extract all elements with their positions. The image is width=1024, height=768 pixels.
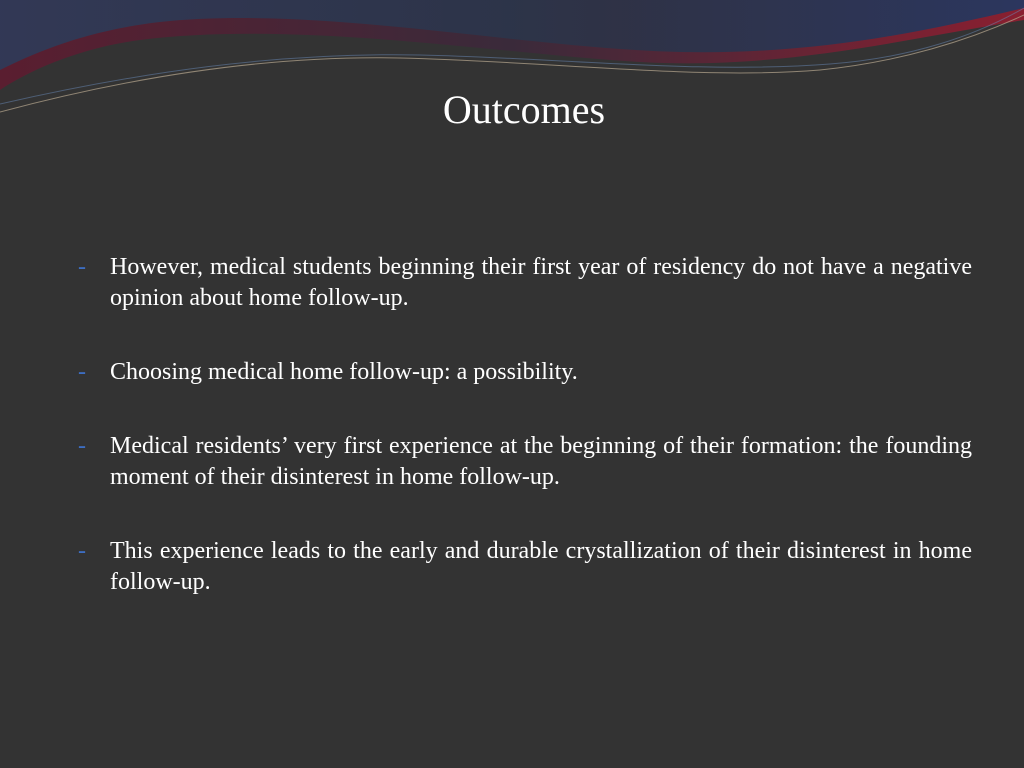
- bullet-text: Choosing medical home follow-up: a possibility.: [110, 359, 578, 385]
- bullet-marker: -: [78, 538, 86, 564]
- bullet-marker: -: [78, 254, 86, 280]
- bullet-list: [78, 252, 972, 641]
- bullet-item: [78, 536, 972, 598]
- bullet-item: [78, 357, 972, 388]
- bullet-marker: -: [78, 433, 86, 459]
- bullet-item: [78, 431, 972, 493]
- bullet-text: However, medical students beginning their first year of residency do not have a negative opinion about home follow-up.: [110, 254, 972, 311]
- bullet-text: Medical residents’ very first experience at the beginning of their formation: the founding moment of their disinterest in home follow-up.: [110, 433, 972, 490]
- slide-title: Outcomes: [442, 87, 606, 132]
- bullet-text: This experience leads to the early and durable crystallization of their disinterest in home follow-up.: [110, 538, 972, 595]
- bullet-item: [78, 252, 972, 314]
- bullet-marker: -: [78, 359, 86, 385]
